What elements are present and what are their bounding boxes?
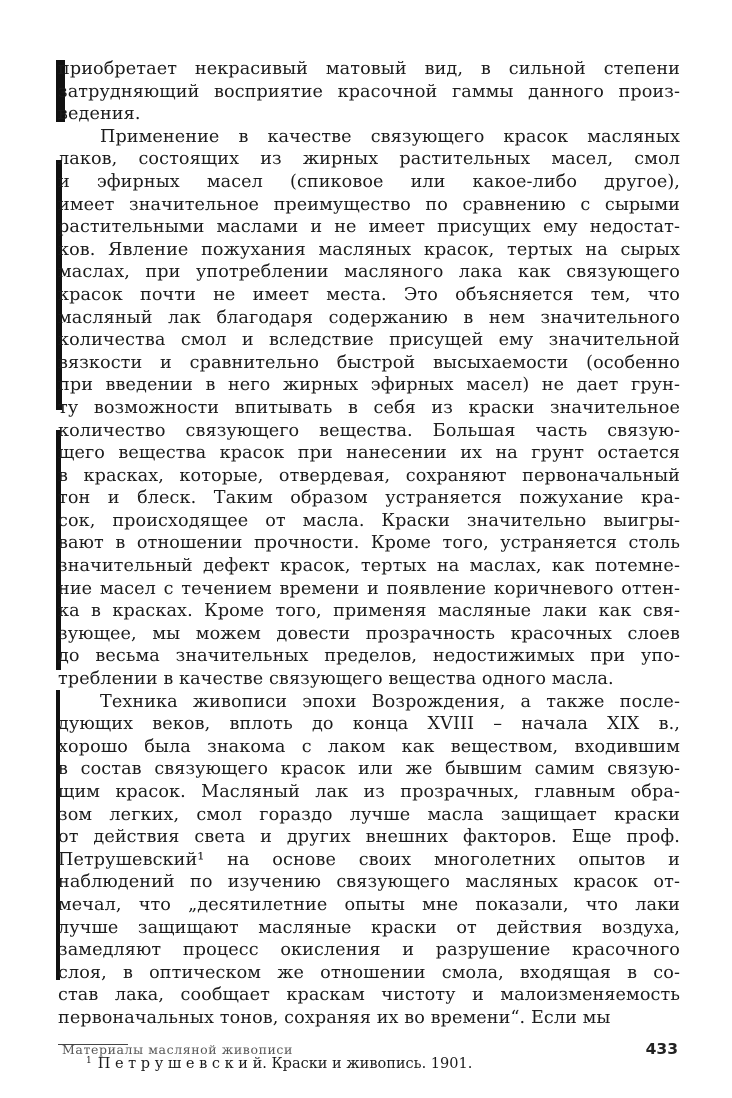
text-line: щим красок. Масляный лак из прозрачных, главным обра-: [58, 782, 680, 802]
text-line: замедляют процесс окисления и разрушение красочного: [58, 940, 680, 961]
body-text: [58, 58, 680, 1030]
text-line: значительный дефект красок, тертых на маслах, как потемне-: [58, 556, 680, 577]
text-line: масляный лак благодаря содержанию в нем значительного: [58, 307, 680, 328]
text-line: Применение в качестве связующего красок масляных: [100, 126, 680, 147]
text-line: маслах, при употреблении масляного лака как связующего: [58, 262, 680, 283]
text-line: имеет значительное преимущество по сравнению с сырыми: [58, 194, 680, 215]
text-line: лучше защищают масляные краски от действия воздуха,: [58, 917, 680, 938]
text-line: количество связующего вещества. Большая часть связую-: [58, 420, 680, 441]
text-line: затрудняющий восприятие красочной гаммы данного произ-: [58, 81, 680, 102]
text-line: треблении в качестве связующего вещества одного масла.: [58, 669, 614, 690]
text-line: Петрушевский¹ на основе своих многолетних опытов и: [58, 849, 680, 870]
text-line: растительными маслами и не имеет присущих ему недостат-: [58, 217, 680, 238]
text-line: дующих веков, вплоть до конца XVIII – начала XIX в.,: [58, 714, 680, 735]
running-title: Материалы масляной живописи: [62, 1042, 293, 1057]
text-line: и эфирных масел (спиковое или какое-либо другое),: [58, 171, 680, 192]
text-line: сок, происходящее от масла. Краски значительно выигры-: [58, 510, 680, 531]
text-line: тон и блеск. Таким образом устраняется пожухание кра-: [58, 488, 680, 509]
text-line: приобретает некрасивый матовый вид, в сильной степени: [58, 59, 680, 79]
text-line: хорошо была знакома с лаком как веществом, входившим: [58, 736, 680, 757]
text-line: первоначальных тонов, сохраняя их во времени“. Если мы: [58, 1007, 611, 1028]
text-line: став лака, сообщает краскам чистоту и малоизменяемость: [58, 985, 680, 1006]
text-line: при введении в него жирных эфирных масел) не дает грун-: [58, 375, 680, 396]
footnote-text: П е т р у ш е в с к и й. Краски и живопись. 1901.: [97, 1055, 473, 1072]
text-line: ту возможности впитывать в себя из краски значительное: [58, 397, 680, 418]
text-line: наблюдений по изучению связующего масляных красок от-: [58, 872, 680, 893]
paragraph: [58, 691, 680, 1030]
text-line: от действия света и других внешних факторов. Еще проф.: [58, 827, 680, 848]
text-line: Техника живописи эпохи Возрождения, а также после-: [100, 691, 680, 712]
text-line: ведения.: [58, 104, 141, 125]
text-line: красок почти не имеет места. Это объясняется тем, что: [58, 284, 680, 305]
text-line: в красках, которые, отвердевая, сохраняют первоначальный: [58, 465, 680, 486]
text-line: ние масел с течением времени и появление коричневого оттен-: [58, 578, 680, 599]
paragraph: [58, 126, 680, 691]
text-line: до весьма значительных пределов, недостижимых при упо-: [58, 646, 680, 667]
footnote-marker: 1: [86, 1055, 92, 1066]
text-line: мечал, что „десятилетние опыты мне показали, что лаки: [58, 894, 680, 915]
text-line: вают в отношении прочности. Кроме того, устраняется столь: [58, 533, 680, 554]
text-line: ка в красках. Кроме того, применяя масляные лаки как свя-: [58, 601, 680, 622]
text-line: количества смол и вследствие присущей ему значительной: [58, 330, 680, 351]
page-footer: [62, 1040, 678, 1058]
text-line: ков. Явление пожухания масляных красок, тертых на сырых: [58, 239, 680, 260]
page-number: 433: [645, 1040, 678, 1058]
book-page: [58, 58, 680, 1074]
text-line: вязкости и сравнительно быстрой высыхаемости (особенно: [58, 352, 680, 373]
text-line: зом легких, смол гораздо лучше масла защищает краски: [58, 804, 680, 825]
text-line: щего вещества красок при нанесении их на грунт остается: [58, 443, 680, 464]
text-line: зующее, мы можем довести прозрачность красочных слоев: [58, 623, 680, 644]
text-line: в состав связующего красок или же бывшим самим связую-: [58, 759, 680, 780]
paragraph: [58, 58, 680, 126]
text-line: слоя, в оптическом же отношении смола, входящая в со-: [58, 962, 680, 983]
text-line: лаков, состоящих из жирных растительных масел, смол: [58, 149, 680, 170]
